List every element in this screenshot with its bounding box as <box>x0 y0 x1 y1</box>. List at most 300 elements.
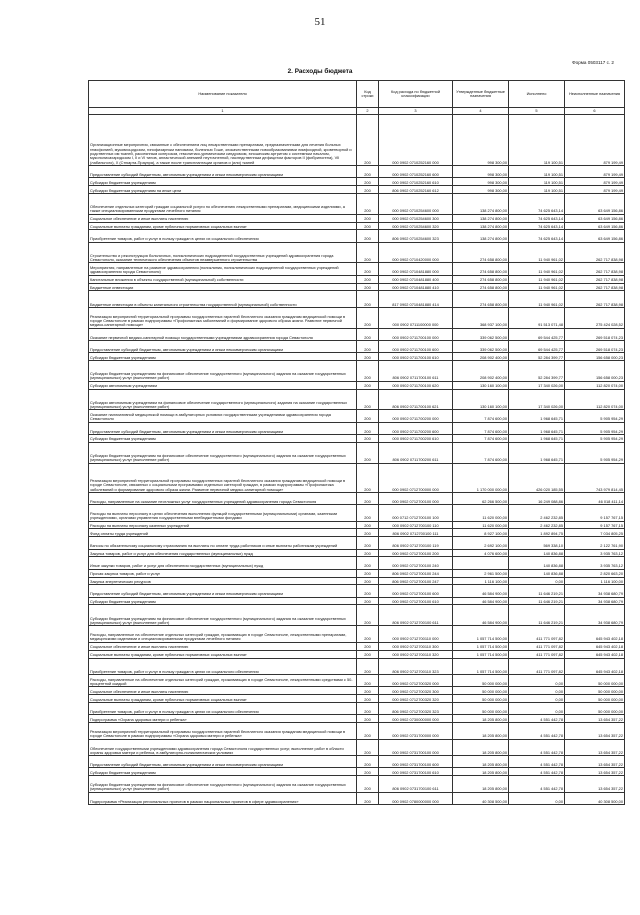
row-code: 200 <box>357 723 379 740</box>
row-kbk: 000 0902 0712700100 600 <box>379 585 453 597</box>
table-row <box>89 193 625 214</box>
row-approved: 11 620 000,00 <box>453 521 509 529</box>
row-code: 200 <box>357 776 379 793</box>
table-row <box>89 275 625 283</box>
section-title: 2. Расходы бюджета <box>287 68 353 75</box>
row-executed: 4 551 442,78 <box>509 715 565 723</box>
row-code: 200 <box>357 360 379 381</box>
row-executed: 11 646 219,21 <box>509 597 565 605</box>
row-code: 200 <box>357 165 379 177</box>
table-row <box>89 715 625 723</box>
row-approved: 46 584 900,00 <box>453 605 509 626</box>
row-kbk: 806 0902 0712700110 323 <box>379 658 453 675</box>
row-name: Капитальные вложения в объекты государственной (муниципальной) собственности <box>89 275 357 283</box>
row-name: Субсидии бюджетным учреждениям на финансовое обеспечение государственного (муниципального) задания на оказание государственных (муниципальных) услуг (выполнение работ) <box>89 442 357 463</box>
row-executed: 1 968 645,71 <box>509 422 565 434</box>
row-kbk: 817 0902 0710481880 414 <box>379 291 453 308</box>
row-name: Взносы по обязательному социальному страхованию на выплаты по оплате труда работников и иные выплаты работникам учреждений <box>89 537 357 549</box>
row-code: 200 <box>357 642 379 650</box>
row-kbk: 000 0902 0712700000 000 <box>379 463 453 492</box>
row-unexecuted: 275 424 028,52 <box>565 307 625 328</box>
table-row <box>89 549 625 557</box>
row-kbk: 000 0902 0712700320 320 <box>379 695 453 703</box>
row-executed: 74 625 643,14 <box>509 193 565 214</box>
row-executed: 569 338,10 <box>509 537 565 549</box>
row-kbk: 000 0902 0710254600 000 <box>379 193 453 214</box>
row-unexecuted: 262 717 838,98 <box>565 283 625 291</box>
row-name: Субсидии бюджетным учреждениям <box>89 434 357 442</box>
row-approved: 7 874 600,00 <box>453 410 509 422</box>
row-kbk: 806 0902 0710252160 612 <box>379 185 453 193</box>
row-unexecuted: 269 518 074,23 <box>565 340 625 352</box>
row-approved: 18 205 800,00 <box>453 756 509 768</box>
row-code: 200 <box>357 193 379 214</box>
row-kbk: 000 0902 0710481880 000 <box>379 263 453 275</box>
row-unexecuted: 156 658 000,23 <box>565 360 625 381</box>
row-kbk: 000 0902 0711700100 600 <box>379 340 453 352</box>
table-row <box>89 642 625 650</box>
row-kbk: 000 0902 0712700100 240 <box>379 557 453 569</box>
row-approved: 18 205 800,00 <box>453 768 509 776</box>
row-executed: 0,00 <box>509 695 565 703</box>
row-executed: 74 625 643,14 <box>509 214 565 222</box>
column-header-approved: Утвержденные бюджетные назначения <box>453 81 509 108</box>
row-name: Приобретение товаров, работ и услуг в пользу граждан в целях их социального обеспечения <box>89 703 357 715</box>
row-name: Закупка товаров, работ и услуг для обеспечения государственных (муниципальных) нужд <box>89 549 357 557</box>
table-row <box>89 723 625 740</box>
row-unexecuted: 3 935 763,12 <box>565 557 625 569</box>
row-kbk: 000 0902 0710481880 400 <box>379 275 453 283</box>
row-unexecuted: 262 717 838,98 <box>565 263 625 275</box>
row-name: Социальное обеспечение и иные выплаты населению <box>89 687 357 695</box>
row-code: 200 <box>357 185 379 193</box>
row-code: 200 <box>357 328 379 340</box>
row-unexecuted: 645 943 402,18 <box>565 642 625 650</box>
row-name: Расходы, направленные на оказание неотложных услуг государственных учреждений здравоохранения города Севастополя <box>89 492 357 504</box>
row-unexecuted: 269 518 074,23 <box>565 328 625 340</box>
row-unexecuted: 112 820 074,00 <box>565 389 625 410</box>
row-executed: 17 340 026,00 <box>509 381 565 389</box>
row-code: 200 <box>357 597 379 605</box>
row-executed: 11 646 219,21 <box>509 605 565 626</box>
row-executed: 4 551 442,78 <box>509 768 565 776</box>
column-number-row <box>89 108 625 115</box>
row-name: Расходы на выплаты персоналу в целях обеспечения выполнения функций государственными (муниципальными) органами, казенными учреждениями, органами управления государственными внебюджетными фондами <box>89 505 357 522</box>
row-approved: 50 000 000,00 <box>453 703 509 715</box>
row-kbk: 806 0902 0710254600 323 <box>379 230 453 242</box>
row-name: Бюджетные инвестиции <box>89 283 357 291</box>
row-code: 200 <box>357 353 379 361</box>
row-unexecuted: 1 116 100,00 <box>565 577 625 585</box>
row-kbk: 806 0902 0712700100 111 <box>379 529 453 537</box>
row-executed: 52 284 399,77 <box>509 360 565 381</box>
row-kbk: 000 0902 0712700110 320 <box>379 650 453 658</box>
row-unexecuted: 50 000 000,00 <box>565 687 625 695</box>
table-row <box>89 695 625 703</box>
row-code: 200 <box>357 291 379 308</box>
row-executed: 2 462 232,85 <box>509 521 565 529</box>
row-executed: 11 940 961,02 <box>509 275 565 283</box>
row-code: 200 <box>357 658 379 675</box>
row-approved: 2 961 500,00 <box>453 569 509 577</box>
table-row <box>89 577 625 585</box>
row-unexecuted: 63 649 156,86 <box>565 214 625 222</box>
table-row <box>89 463 625 492</box>
row-unexecuted: 50 000 000,00 <box>565 675 625 687</box>
row-kbk: 000 0902 0712700100 000 <box>379 492 453 504</box>
row-approved: 998 300,00 <box>453 115 509 166</box>
table-row <box>89 626 625 643</box>
row-unexecuted: 34 938 680,79 <box>565 605 625 626</box>
row-executed: 52 284 399,77 <box>509 353 565 361</box>
table-row <box>89 442 625 463</box>
row-name: Субсидии автономным учреждениям <box>89 381 357 389</box>
row-kbk: 000 0902 0712700100 200 <box>379 549 453 557</box>
row-kbk: 000 0902 0712700110 300 <box>379 642 453 650</box>
row-kbk: 000 0902 0710252160 610 <box>379 178 453 186</box>
row-approved: 11 620 000,00 <box>453 505 509 522</box>
row-name: Предоставление субсидий бюджетным, автономным учреждениям и иным некоммерческим организациям <box>89 585 357 597</box>
row-approved: 4 076 600,00 <box>453 549 509 557</box>
row-executed: 119 100,51 <box>509 115 565 166</box>
row-kbk: 000 0902 0711100000 000 <box>379 307 453 328</box>
table-row <box>89 230 625 242</box>
table-row <box>89 650 625 658</box>
table-row <box>89 537 625 549</box>
row-unexecuted: 34 938 680,79 <box>565 585 625 597</box>
row-name: Обеспечение государственными учреждениями здравоохранения города Севастополя государственных услуг, выполнение работ в области охраны здоровья матери и ребенка, в амбулаторно-поликлинических условиях <box>89 739 357 756</box>
table-row <box>89 569 625 577</box>
table-row <box>89 585 625 597</box>
row-name: Субсидии бюджетным учреждениям <box>89 353 357 361</box>
row-kbk: 000 0902 0780000000 000 <box>379 792 453 804</box>
row-executed: 4 551 442,78 <box>509 776 565 793</box>
table-row <box>89 658 625 675</box>
row-code: 200 <box>357 492 379 504</box>
row-code: 200 <box>357 230 379 242</box>
row-approved: 208 902 400,00 <box>453 353 509 361</box>
row-name: Реализация мероприятий территориальной программы государственных гарантий бесплатного оказания гражданам медицинской помощи в городе Севастополе, связанных с социальными программами отдельных категорий граждан, в рамках подпрограммы «Профилактика заболеваний и формирование здорового образа жизни. Развитие первичной медико-санитарной помощи» <box>89 463 357 492</box>
row-kbk: 806 0902 0712700100 119 <box>379 537 453 549</box>
row-name: Предоставление субсидий бюджетным, автономным учреждениям и иным некоммерческим организациям <box>89 165 357 177</box>
row-approved: 368 937 100,00 <box>453 307 509 328</box>
row-name: Расходы, направленные на обеспечение отдельных категорий граждан, проживающих в городе Севастополе, лекарственными препаратами, медицинскими изделиями и специализированными продуктами лечебного питания <box>89 626 357 643</box>
row-name: Иные закупки товаров, работ и услуг для обеспечения государственных (муниципальных) нужд <box>89 557 357 569</box>
row-approved: 62 266 500,00 <box>453 492 509 504</box>
row-code: 200 <box>357 340 379 352</box>
row-code: 200 <box>357 557 379 569</box>
table-row <box>89 307 625 328</box>
row-executed: 140 836,88 <box>509 549 565 557</box>
table-row <box>89 214 625 222</box>
row-unexecuted: 2 122 761,90 <box>565 537 625 549</box>
row-executed: 4 551 442,78 <box>509 723 565 740</box>
row-unexecuted: 879 199,49 <box>565 115 625 166</box>
row-name: Социальные выплаты гражданам, кроме публичных нормативных социальных выплат <box>89 695 357 703</box>
column-header-unexecuted: Неисполненные назначения <box>565 81 625 108</box>
row-unexecuted: 3 935 763,12 <box>565 549 625 557</box>
row-kbk: 000 0902 0710254600 320 <box>379 222 453 230</box>
row-approved: 130 160 100,00 <box>453 381 509 389</box>
row-kbk: 000 0902 0731700100 000 <box>379 739 453 756</box>
row-unexecuted: 262 717 838,98 <box>565 275 625 283</box>
row-code: 200 <box>357 381 379 389</box>
row-unexecuted: 262 717 838,98 <box>565 242 625 263</box>
row-approved: 274 658 800,00 <box>453 291 509 308</box>
row-name: Подпрограмма «Охрана здоровья матери и ребенка» <box>89 715 357 723</box>
row-name: Приобретение товаров, работ и услуг в пользу граждан в целях их социального обеспечения <box>89 230 357 242</box>
row-unexecuted: 13 654 357,22 <box>565 723 625 740</box>
page-number: 51 <box>314 16 326 28</box>
row-kbk: 000 0902 0712700110 000 <box>379 626 453 643</box>
row-unexecuted: 9 157 767,15 <box>565 505 625 522</box>
row-code: 200 <box>357 275 379 283</box>
row-unexecuted: 40 308 500,00 <box>565 792 625 804</box>
row-name: Расходы на выплаты персоналу казенных учреждений <box>89 521 357 529</box>
row-executed: 16 249 088,86 <box>509 492 565 504</box>
row-executed: 411 771 097,82 <box>509 658 565 675</box>
row-approved: 138 274 800,00 <box>453 193 509 214</box>
table-row <box>89 776 625 793</box>
row-unexecuted: 13 654 357,22 <box>565 768 625 776</box>
row-kbk: 000 0902 0711700100 000 <box>379 328 453 340</box>
row-kbk: 000 0902 0711700100 620 <box>379 381 453 389</box>
row-code: 200 <box>357 792 379 804</box>
row-code: 200 <box>357 529 379 537</box>
row-executed: 91 513 071,48 <box>509 307 565 328</box>
row-executed: 1 892 894,75 <box>509 529 565 537</box>
row-unexecuted: 46 018 411,14 <box>565 492 625 504</box>
row-name: Субсидии автономным учреждениям на финансовое обеспечение государственного (муниципального) задания на оказание государственных (муниципальных) услуг (выполнение работ) <box>89 389 357 410</box>
table-row <box>89 222 625 230</box>
row-name: Субсидии бюджетным учреждениям <box>89 597 357 605</box>
row-kbk: 000 0902 0712700320 300 <box>379 687 453 695</box>
table-row <box>89 597 625 605</box>
table-row <box>89 381 625 389</box>
row-name: Социальное обеспечение и иные выплаты населению <box>89 214 357 222</box>
row-code: 200 <box>357 577 379 585</box>
row-unexecuted: 645 943 402,18 <box>565 626 625 643</box>
table-row <box>89 389 625 410</box>
column-header-code: Код строки <box>357 81 379 108</box>
row-approved: 50 000 000,00 <box>453 687 509 695</box>
row-unexecuted: 7 034 805,25 <box>565 529 625 537</box>
row-approved: 1 170 000 000,00 <box>453 463 509 492</box>
row-kbk: 806 0902 0712700100 247 <box>379 577 453 585</box>
row-executed: 11 940 961,02 <box>509 263 565 275</box>
row-unexecuted: 13 654 357,22 <box>565 715 625 723</box>
row-name: Обеспечение отдельных категорий граждан социальной услуги по обеспечению лекарственными препаратами, медицинскими изделиями, а также специализированными продуктами лечебного питания <box>89 193 357 214</box>
row-unexecuted: 112 820 074,00 <box>565 381 625 389</box>
table-row <box>89 739 625 756</box>
row-unexecuted: 2 820 663,20 <box>565 569 625 577</box>
row-code: 200 <box>357 626 379 643</box>
row-code: 200 <box>357 463 379 492</box>
table-row <box>89 291 625 308</box>
row-name: Закупка энергетических ресурсов <box>89 577 357 585</box>
row-name: Социальные выплаты гражданам, кроме публичных нормативных социальных выплат <box>89 222 357 230</box>
row-approved: 2 692 100,00 <box>453 537 509 549</box>
row-executed: 74 625 643,14 <box>509 230 565 242</box>
row-executed: 4 551 442,78 <box>509 756 565 768</box>
row-kbk: 806 0902 0712700100 244 <box>379 569 453 577</box>
row-kbk: 000 0902 0711700200 000 <box>379 410 453 422</box>
row-approved: 138 274 800,00 <box>453 222 509 230</box>
row-name: Субсидии бюджетным учреждениям на финансовое обеспечение государственного (муниципального) задания на оказание государственных (муниципальных) услуг (выполнение работ) <box>89 605 357 626</box>
row-kbk: 806 0902 0711700100 611 <box>379 360 453 381</box>
row-code: 200 <box>357 505 379 522</box>
row-executed: 0,00 <box>509 792 565 804</box>
row-executed: 17 340 026,00 <box>509 389 565 410</box>
column-header-name: Наименование показателя <box>89 81 357 108</box>
column-header-executed: Исполнено <box>509 81 565 108</box>
row-approved: 138 274 800,00 <box>453 230 509 242</box>
row-name: Реализация мероприятий территориальной программы государственных гарантий бесплатного оказания гражданам медицинской помощи в городе Севастополе в рамках подпрограммы «Профилактика заболеваний и формирование здорового образа жизни. Развитие первичной медико-санитарной помощи» <box>89 307 357 328</box>
row-unexecuted: 5 905 954,29 <box>565 434 625 442</box>
table-row <box>89 529 625 537</box>
row-approved: 18 205 800,00 <box>453 723 509 740</box>
row-executed: 1 968 645,71 <box>509 410 565 422</box>
row-kbk: 000 0902 0712700100 610 <box>379 597 453 605</box>
row-code: 200 <box>357 739 379 756</box>
row-kbk: 000 0902 0731700000 000 <box>379 723 453 740</box>
row-executed: 140 836,88 <box>509 569 565 577</box>
row-approved: 7 874 600,00 <box>453 422 509 434</box>
table-row <box>89 557 625 569</box>
row-name: Предоставление субсидий бюджетным, автономным учреждениям и иным некоммерческим организациям <box>89 340 357 352</box>
row-approved: 130 160 100,00 <box>453 389 509 410</box>
row-executed: 411 771 097,82 <box>509 650 565 658</box>
row-code: 200 <box>357 242 379 263</box>
row-executed: 0,00 <box>509 675 565 687</box>
row-unexecuted: 743 979 814,45 <box>565 463 625 492</box>
row-kbk: 000 0902 0710420000 000 <box>379 242 453 263</box>
row-executed: 0,00 <box>509 687 565 695</box>
row-approved: 50 000 000,00 <box>453 675 509 687</box>
table-row <box>89 115 625 166</box>
row-code: 200 <box>357 549 379 557</box>
table-row <box>89 410 625 422</box>
row-unexecuted: 34 938 680,79 <box>565 597 625 605</box>
table-row <box>89 165 625 177</box>
row-executed: 426 020 185,55 <box>509 463 565 492</box>
row-code: 200 <box>357 537 379 549</box>
row-approved: 40 308 500,00 <box>453 792 509 804</box>
row-code: 200 <box>357 585 379 597</box>
row-name: Социальное обеспечение и иные выплаты населению <box>89 642 357 650</box>
row-executed: 4 551 442,78 <box>509 739 565 756</box>
row-unexecuted: 5 905 954,29 <box>565 442 625 463</box>
row-kbk: 806 0902 0712700320 323 <box>379 703 453 715</box>
row-executed: 11 940 961,02 <box>509 291 565 308</box>
table-header-row <box>89 81 625 108</box>
row-executed: 74 625 643,14 <box>509 222 565 230</box>
row-executed: 411 771 097,82 <box>509 642 565 650</box>
row-code: 200 <box>357 569 379 577</box>
row-kbk: 000 0902 0710254600 300 <box>379 214 453 222</box>
table-row <box>89 687 625 695</box>
row-code: 200 <box>357 263 379 275</box>
row-code: 200 <box>357 605 379 626</box>
column-number: 6 <box>565 108 625 115</box>
row-code: 200 <box>357 389 379 410</box>
row-executed: 11 646 219,21 <box>509 585 565 597</box>
row-name: Расходы, направленные на обеспечение отдельных категорий граждан, проживающих в городе Севастополе, лекарственными средствами с 50-процентной скидкой <box>89 675 357 687</box>
table-row <box>89 353 625 361</box>
row-kbk: 000 0902 0730000000 000 <box>379 715 453 723</box>
row-code: 200 <box>357 715 379 723</box>
row-code: 200 <box>357 703 379 715</box>
row-code: 200 <box>357 410 379 422</box>
row-approved <box>453 557 509 569</box>
table-row <box>89 792 625 804</box>
row-approved: 7 874 600,00 <box>453 434 509 442</box>
table-row <box>89 521 625 529</box>
row-code: 200 <box>357 442 379 463</box>
row-executed: 69 544 425,77 <box>509 340 565 352</box>
row-unexecuted: 63 649 156,86 <box>565 222 625 230</box>
row-approved: 339 062 500,00 <box>453 328 509 340</box>
row-name: Оказание первичной медико-санитарной помощи государственными учреждениями здравоохранения города Севастополя <box>89 328 357 340</box>
row-approved: 208 902 400,00 <box>453 360 509 381</box>
row-approved: 50 000 000,00 <box>453 695 509 703</box>
row-code: 200 <box>357 675 379 687</box>
row-executed: 140 836,88 <box>509 557 565 569</box>
row-approved: 274 658 800,00 <box>453 283 509 291</box>
row-executed: 411 771 097,82 <box>509 626 565 643</box>
row-executed: 119 100,51 <box>509 165 565 177</box>
table-row <box>89 422 625 434</box>
row-code: 200 <box>357 307 379 328</box>
row-name: Оказание паллиативной медицинской помощи в амбулаторных условиях государственными учреждениями здравоохранения города Севастополя <box>89 410 357 422</box>
row-unexecuted: 9 157 767,15 <box>565 521 625 529</box>
column-number: 3 <box>379 108 453 115</box>
row-approved: 138 274 800,00 <box>453 214 509 222</box>
form-label: Форма 0503117 с. 2 <box>572 60 614 65</box>
row-kbk: 806 0902 0712700100 611 <box>379 605 453 626</box>
row-code: 200 <box>357 756 379 768</box>
row-name: Субсидии бюджетным учреждениям на финансовое обеспечение государственного (муниципального) задания на оказание государственных (муниципальных) услуг (выполнение работ) <box>89 360 357 381</box>
row-approved: 274 658 800,00 <box>453 275 509 283</box>
column-number: 2 <box>357 108 379 115</box>
row-code: 200 <box>357 521 379 529</box>
row-code: 200 <box>357 422 379 434</box>
row-unexecuted: 50 000 000,00 <box>565 703 625 715</box>
table-row <box>89 675 625 687</box>
row-unexecuted: 13 654 357,22 <box>565 776 625 793</box>
row-approved: 998 300,00 <box>453 165 509 177</box>
table-row <box>89 434 625 442</box>
row-executed: 1 968 645,71 <box>509 442 565 463</box>
row-kbk: 000 0902 0711700100 610 <box>379 353 453 361</box>
row-kbk: 806 0902 0711700100 621 <box>379 389 453 410</box>
row-unexecuted: 262 717 838,98 <box>565 291 625 308</box>
row-approved: 46 584 900,00 <box>453 585 509 597</box>
row-unexecuted: 879 199,49 <box>565 165 625 177</box>
table-row <box>89 505 625 522</box>
row-unexecuted: 879 199,49 <box>565 185 625 193</box>
row-name: Субсидии бюджетным учреждениям <box>89 768 357 776</box>
table-row <box>89 283 625 291</box>
row-code: 200 <box>357 687 379 695</box>
row-unexecuted: 879 199,49 <box>565 178 625 186</box>
column-number: 5 <box>509 108 565 115</box>
row-approved: 7 874 600,00 <box>453 442 509 463</box>
row-executed: 11 940 961,02 <box>509 283 565 291</box>
row-executed: 11 940 961,02 <box>509 242 565 263</box>
row-code: 200 <box>357 115 379 166</box>
table-row <box>89 178 625 186</box>
